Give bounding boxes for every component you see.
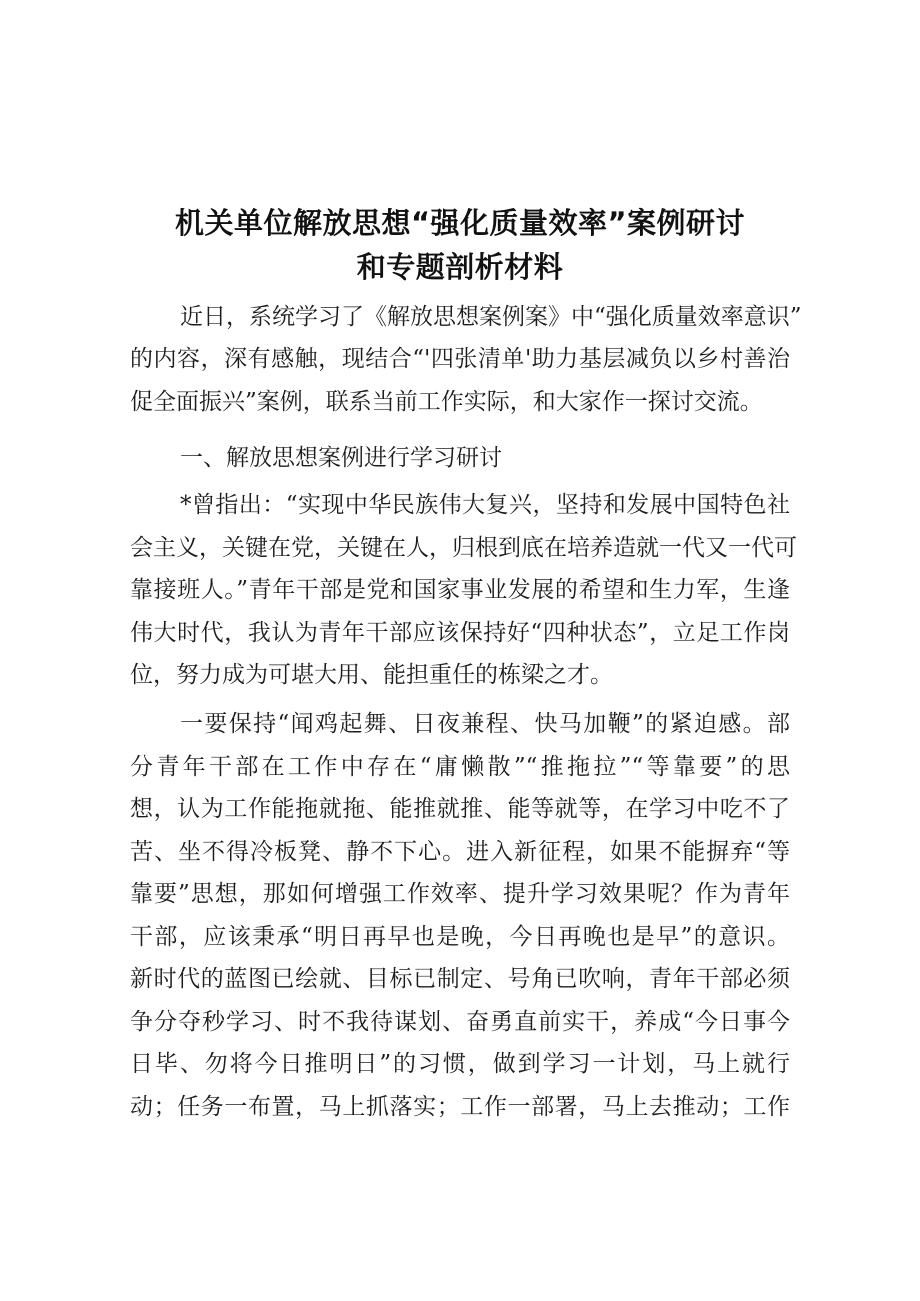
paragraph-line: 争分夺秒学习、时不我待谋划、奋勇直前实干，养成“今日事今 bbox=[130, 1009, 790, 1035]
document-title-line-2: 和专题剖析材料 bbox=[356, 250, 564, 284]
paragraph-line: 伟大时代，我认为青年干部应该保持好“四种状态”，立足工作岗 bbox=[130, 620, 790, 646]
paragraph-line: 日毕、勿将今日推明日”的习惯，做到学习一计划，马上就行 bbox=[130, 1051, 790, 1077]
paragraph-line: 动；任务一布置，马上抓落实；工作一部署，马上去推动；工作 bbox=[130, 1094, 790, 1120]
section-heading: 一、解放思想案例进行学习研讨 bbox=[180, 445, 502, 471]
paragraph-line: 干部，应该秉承“明日再早也是晚，今日再晚也是早”的意识。 bbox=[130, 924, 790, 950]
paragraph-line: 靠接班人。”青年干部是党和国家事业发展的希望和生力军，生逢 bbox=[130, 577, 790, 603]
document-title-line-1: 机关单位解放思想“强化质量效率”案例研讨 bbox=[174, 206, 746, 240]
paragraph-line: 新时代的蓝图已绘就、目标已制定、号角已吹响，青年干部必须 bbox=[130, 966, 790, 992]
paragraph-line: 靠要”思想，那如何增强工作效率、提升学习效果呢？作为青年 bbox=[130, 881, 790, 907]
paragraph-line: 分青年干部在工作中存在“庸懒散”“推拖拉”“等靠要”的思 bbox=[130, 754, 790, 780]
paragraph-line: 会主义，关键在党，关键在人，归根到底在培养造就一代又一代可 bbox=[130, 535, 797, 561]
paragraph-line: 想，认为工作能拖就拖、能推就推、能等就等，在学习中吃不了 bbox=[130, 796, 790, 822]
paragraph-line: 促全面振兴”案例，联系当前工作实际，和大家作一探讨交流。 bbox=[130, 389, 763, 415]
paragraph-line: 近日，系统学习了《解放思想案例案》中“强化质量效率意识” bbox=[180, 304, 802, 330]
paragraph-line: 苦、坐不得冷板凳、静不下心。进入新征程，如果不能摒弃“等 bbox=[130, 839, 790, 865]
paragraph-line: 的内容，深有感触，现结合“'四张清单'助力基层减负以乡村善治 bbox=[130, 346, 790, 372]
paragraph-line: 位，努力成为可堪大用、能担重任的栋梁之才。 bbox=[130, 662, 613, 688]
paragraph-line: 一要保持“闻鸡起舞、日夜兼程、快马加鞭”的紧迫感。部 bbox=[180, 711, 790, 737]
paragraph-line: *曾指出：“实现中华民族伟大复兴，坚持和发展中国特色社 bbox=[180, 492, 790, 518]
